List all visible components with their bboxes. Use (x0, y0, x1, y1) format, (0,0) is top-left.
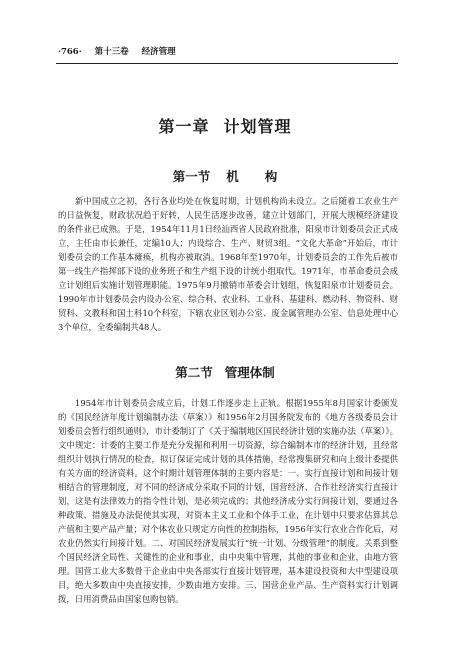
paragraph-1: 新中国成立之初，各行各业均处在恢复时期，计划机构尚未设立。之后随着工农业生产的日益恢复，财政状况趋于好转，人民生活逐步改善，建立计划部门，开展大规模经济建设的条件业已成熟。于是，1954年11月1日经汕西省人民政府批准，阳泉市计划委员会正式成立，主任由市长兼任，定编10人；内设综合、生产、财贸3组。“文化大革命”开始后，市计划委员会的工作基本瘫痪，机构亦被取消。1968年至1970年，计划委员会的工作先后被市第一线生产指挥部下设的业务班子和生产组下设的计统小组取代。1971年，市革命委员会成立计划组后实施计划管理职能。1975年9月撤销市革委会计划组，恢复阳泉市计划委员会。1990年市计划委员会内设办公室、综合科、农业科、工业科、基建科、燃动科、物资科、财贸科、文教科和国土科10个科室，下辖农业区划办公室、废金属管理办公室、信息处理中心3个单位，全委编制共48人。 (58, 196, 398, 332)
chapter-name: 计划管理 (223, 117, 292, 136)
paragraph-2: 1954年市计划委员会成立后，计划工作逐步走上正轨。根据1955年8月国家计委颁发的《国民经济年度计划编制办法（草案）》和1956年2月国务院发布的《地方各级委员会计划委员会暂行组织通则》，市计委制订了《关于编制地区国民经济计划的实施办法（草案）》。文中规定：计委的主要工作是充分发掘和利用一切资源，综合编制本市的经济计划，且经常组织计划执行情况的检查，拟订保证完成计划的具体措施，经常搜集研究和向上级计委提供有关方面的经济资料。这个时期计划管理体制的主要内容是：一、实行直接计划和间接计划相结合的管理制度，对不同的经济成分采取不同的计划，国营经济、合作社经济实行直接计划，这是有法律效力的指令性计划，是必须完成的；其他经济成分实行间接计划，要通过各种政策、措施及办法促使其实现，对资本主义工业和个体手工业，在计划中只要求估算其总产值和主要产品产量；对个体农业只规定方向性的控制指标，1956年实行农业合作化后，对农业仍然实行间接计划。二、对国民经济发展实行“统一计划、分级管理”的制度。关系到整个国民经济全局性、关键性的企业和事业，由中央集中管理，其他的事业和企业，由地方管理。国营工业大多数骨干企业由中央各部实行直接计划管理，基本建设投资和大中型建设项目，绝大多数由中央直接安排，少数由地方安排。三、国营企业产品、生产资料实行计划调拨，日用消费品由国家包购包销。 (58, 398, 398, 604)
section-1-number: 第一节 (172, 169, 211, 184)
page-number: ·766· (58, 47, 82, 57)
section-1-name: 机构 (226, 169, 304, 184)
volume-label: 第十三卷 (94, 47, 129, 57)
section-2-number: 第二节 (175, 365, 213, 380)
running-header (58, 45, 398, 57)
section-heading-2 (0, 363, 450, 381)
header-rule (56, 63, 398, 64)
section-name: 经济管理 (141, 47, 176, 57)
section-2-name: 管理体制 (224, 365, 275, 380)
chapter-title (0, 114, 450, 137)
chapter-number: 第一章 (158, 117, 210, 136)
section-heading-1 (0, 167, 450, 185)
